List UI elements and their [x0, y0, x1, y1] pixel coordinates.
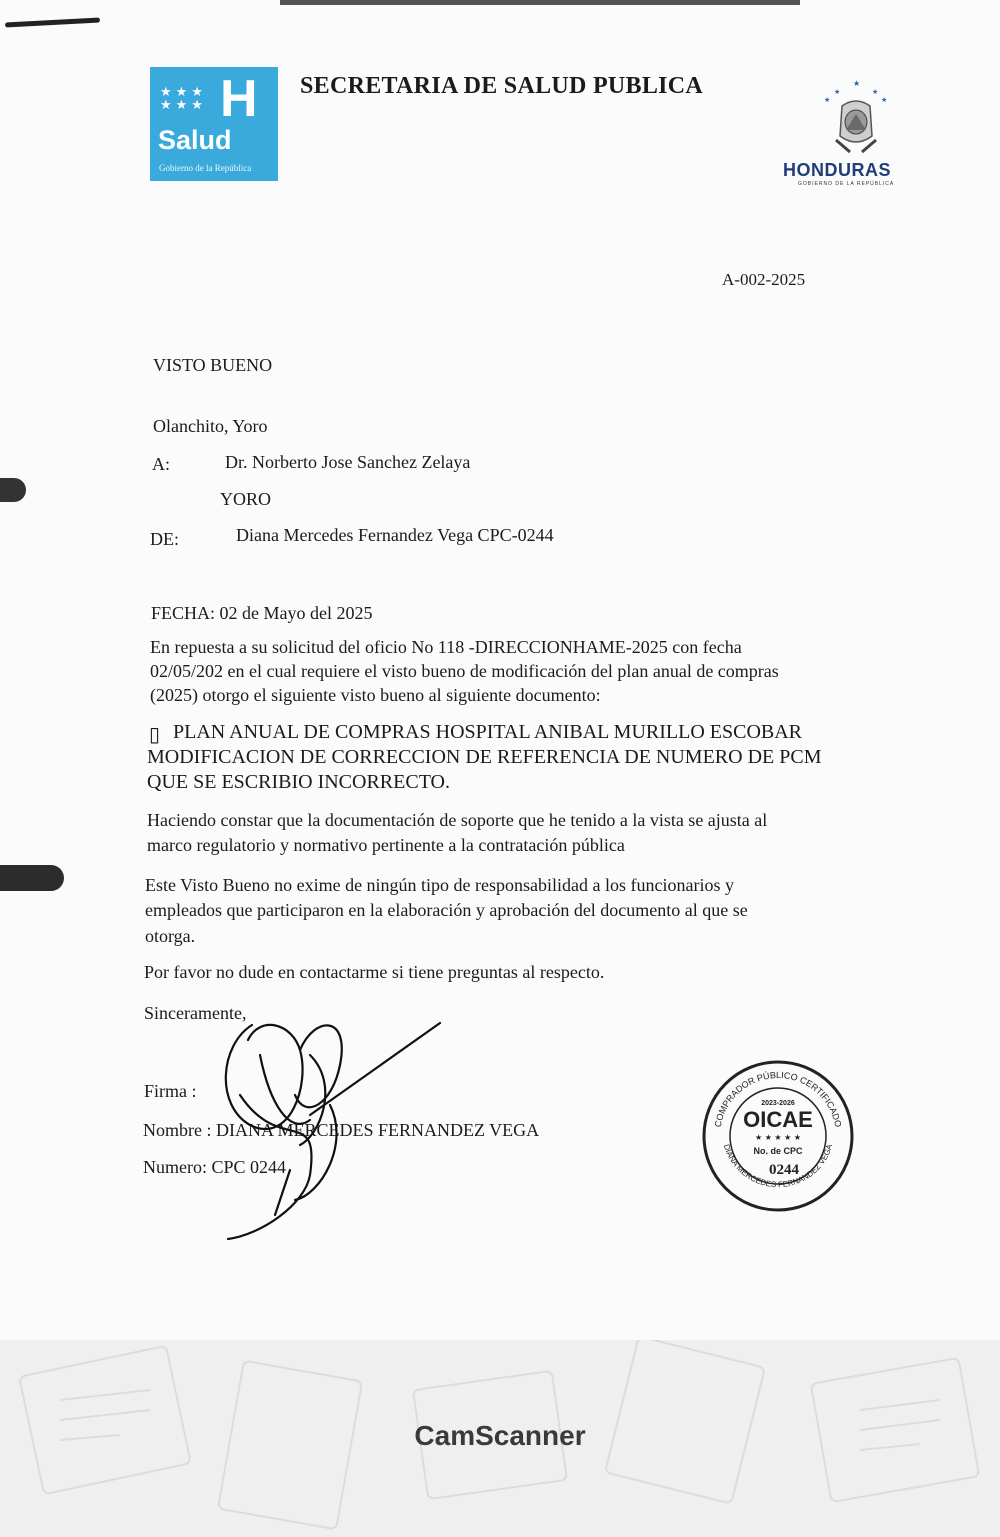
place: Olanchito, Yoro	[153, 416, 268, 436]
svg-text:★: ★	[824, 96, 831, 104]
to-name: Dr. Norberto Jose Sanchez Zelaya	[225, 452, 471, 472]
paragraph3-line: otorga.	[145, 926, 196, 946]
item-line: PLAN ANUAL DE COMPRAS HOSPITAL ANIBAL MURILLO ESCOBAR	[173, 721, 803, 743]
numero-line: Numero: CPC 0244	[143, 1157, 287, 1177]
stamp-org: OICAE	[743, 1107, 813, 1132]
paragraph3-line: empleados que participaron en la elaboración y aprobación del documento al que se	[145, 900, 748, 920]
paragraph3-line: Este Visto Bueno no exime de ningún tipo de responsabilidad a los funcionarios y	[145, 875, 734, 895]
stamp-cpc-value: 0244	[769, 1162, 799, 1178]
svg-text:★: ★	[872, 88, 879, 96]
svg-text:★: ★	[853, 79, 861, 88]
firma-label: Firma :	[144, 1081, 197, 1101]
paragraph2-line: marco regulatorio y normativo pertinente a la contratación pública	[147, 835, 625, 855]
logo-word: Salud	[158, 125, 232, 155]
to-place: YORO	[220, 489, 272, 509]
paragraph1-line: 02/05/202 en el cual requiere el visto bueno de modificación del plan anual de compras	[150, 661, 779, 681]
date-line: FECHA: 02 de Mayo del 2025	[151, 603, 373, 623]
salud-logo	[150, 67, 278, 181]
nombre-line: Nombre : DIANA MERCEDES FERNANDEZ VEGA	[143, 1120, 540, 1140]
stamp-bottom-text: DIANA MERCEDES FERNANDEZ VEGA	[721, 1143, 835, 1190]
stamp-years: 2023-2026	[761, 1100, 795, 1107]
from-label: DE:	[150, 529, 179, 549]
to-label: A:	[152, 454, 170, 474]
punch-hole	[0, 478, 26, 502]
stamp-stars: ★ ★ ★ ★ ★	[754, 1133, 802, 1142]
honduras-logo-text: HONDURAS	[783, 160, 892, 180]
scanner-footer	[0, 1340, 1000, 1537]
paragraph2-line: Haciendo constar que la documentación de soporte que he tenido a la vista se ajusta al	[147, 810, 768, 830]
document-subject: VISTO BUENO	[153, 355, 273, 375]
coat-of-arms-icon	[820, 78, 892, 158]
signature	[200, 995, 460, 1245]
item-line: MODIFICACION DE CORRECCION DE REFERENCIA DE NUMERO DE PCM	[147, 746, 822, 768]
punch-hole	[0, 865, 64, 891]
page-title: SECRETARIA DE SALUD PUBLICA	[300, 73, 704, 99]
scan-edge	[280, 0, 800, 5]
logo-letter: H	[220, 70, 258, 128]
paragraph1-line: (2025) otorgo el siguiente visto bueno al siguiente documento:	[150, 685, 601, 705]
document-code: A-002-2025	[722, 270, 806, 289]
scan-mark	[5, 18, 100, 28]
camscanner-brand: CamScanner	[414, 1420, 586, 1451]
cpc-stamp	[700, 1058, 856, 1214]
paragraph1-line: En repuesta a su solicitud del oficio No 118 -DIRECCIONHAME-2025 con fecha	[150, 637, 742, 657]
closing: Sinceramente,	[144, 1003, 247, 1023]
logo-subtitle: Gobierno de la República	[159, 163, 252, 173]
item-bullet: ▯	[149, 724, 161, 746]
stamp-cpc-label: No. de CPC	[753, 1146, 803, 1156]
stamp-ring-text: COMPRADOR PÚBLICO CERTIFICADO	[712, 1069, 844, 1129]
from-name: Diana Mercedes Fernandez Vega CPC-0244	[236, 525, 554, 545]
paragraph4: Por favor no dude en contactarme si tiene preguntas al respecto.	[144, 962, 605, 982]
item-line: QUE SE ESCRIBIO INCORRECTO.	[147, 771, 450, 793]
svg-text:★: ★	[881, 96, 888, 104]
svg-text:★: ★	[834, 88, 841, 96]
logo-stars-icon: ★★★ ★★★	[160, 84, 207, 112]
honduras-logo-subtitle: GOBIERNO DE LA REPÚBLICA	[798, 181, 895, 187]
